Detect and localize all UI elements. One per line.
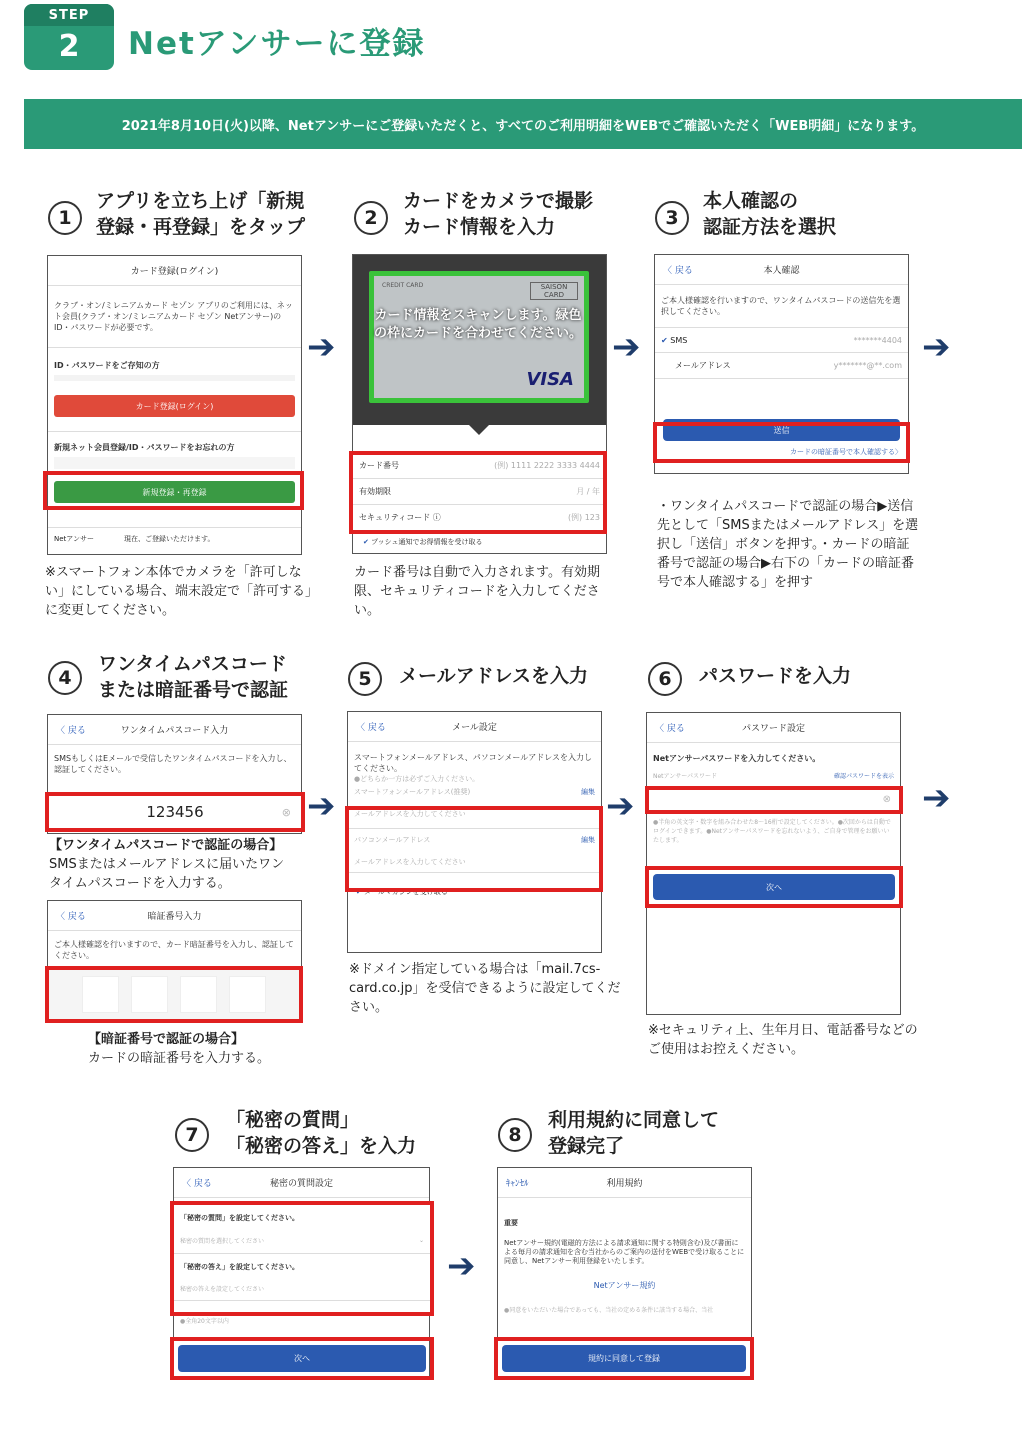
back-button[interactable]: 〈 戻る [182, 1179, 212, 1189]
pc-mail-input[interactable]: メールアドレスを入力してください [348, 851, 601, 873]
arrow-icon: ➔ [307, 786, 336, 826]
step7-title-line1: 「秘密の質問」 [226, 1109, 360, 1131]
scan-overlay-text: カード情報をスキャンします。緑色の枠にカードを合わせてください。 [373, 308, 582, 341]
step2-number: 2 [354, 201, 388, 235]
highlight-box [170, 1337, 434, 1380]
arrow-icon: ➔ [922, 327, 951, 367]
push-checkbox[interactable]: ✔ プッシュ通知でお得情報を受け取る [363, 538, 483, 546]
screen-intro: クラブ・オン/ミレニアムカード セゾン アプリのご利用には、ネット会員(クラブ・オン/ミレニアムカード セゾン Netアンサー)のID・パスワードが必要です。 [54, 301, 293, 332]
screen-header [48, 715, 301, 745]
password-label: Netアンサーパスワード [653, 772, 717, 780]
next-button[interactable]: 次へ [653, 874, 895, 900]
screen-intro: SMSもしくはEメールで受信したワンタイムパスコードを入力し、認証してください。 [54, 754, 292, 774]
field-value: 月 / 年 [576, 487, 600, 496]
screen-header: カード登録(ログイン) [48, 256, 301, 286]
terms-link[interactable]: Netアンサー規約 [593, 1281, 656, 1290]
arrow-icon: ➔ [606, 786, 635, 826]
magazine-label: メールマガジンを受け取る [364, 888, 448, 896]
highlight-box [43, 471, 304, 510]
step-label: STEP [24, 4, 114, 26]
back-button[interactable]: 〈 戻る [663, 266, 693, 276]
screen-note: ●全角20文字以内 [180, 1318, 229, 1325]
pin-input[interactable] [45, 966, 303, 1023]
highlight-box [645, 866, 903, 908]
step4-caption-a-head: 【ワンタイムパスコードで認証の場合】 [49, 838, 283, 853]
field-value: (例) 123 [567, 513, 600, 522]
question-placeholder: 秘密の質問を選択してください [180, 1238, 265, 1245]
field-label: 有効期限 [359, 487, 391, 496]
info-banner: 2021年8月10日(火)以降、Netアンサーにご登録いただくと、すべてのご利用明細をWEBでご確認いただく「WEB明細」になります。 [24, 99, 1022, 149]
clear-icon[interactable]: ⊗ [281, 805, 291, 819]
back-button[interactable]: 〈 戻る [655, 724, 685, 734]
page-title: Netアンサーに登録 [128, 26, 426, 62]
step4-caption-a: SMSまたはメールアドレスに届いたワンタイムパスコードを入力する。 [49, 857, 285, 891]
clear-icon[interactable]: ⊗ [882, 794, 891, 805]
back-button[interactable]: 〈 戻る [356, 723, 386, 733]
step8-title-line1: 利用規約に同意して [548, 1109, 720, 1131]
step4-title-line2: または暗証番号で認証 [98, 679, 289, 701]
back-button[interactable]: 〈 戻る [56, 912, 86, 922]
answer-input[interactable]: 秘密の答えを設定してください [174, 1277, 430, 1301]
header-title: 利用規約 [606, 1179, 643, 1189]
step6-caption: ※セキュリティ上、生年月日、電話番号などのご使用はお控えください。 [648, 1023, 918, 1057]
arrow-icon: ➔ [922, 778, 951, 818]
pc-label: パソコンメールアドレス [354, 836, 431, 844]
field-label: カード番号 [359, 461, 399, 470]
edit-link[interactable]: 編集 [581, 788, 595, 796]
mail-value: y*******@**.com [833, 361, 902, 370]
step2-title-line1: カードをカメラで撮影 [403, 190, 594, 212]
important-label: 重要 [504, 1219, 518, 1227]
sp-label: スマートフォンメールアドレス(推奨) [354, 788, 471, 796]
step3-title-line1: 本人確認の [703, 190, 799, 212]
step3-title-line2: 認証方法を選択 [703, 216, 837, 238]
question-select[interactable] [174, 1228, 430, 1254]
step4-title-line1: ワンタイムパスコード [98, 653, 287, 675]
screen-intro: スマートフォンメールアドレス、パソコンメールアドレスを入力してください。 [354, 753, 592, 773]
screen-intro: Netアンサーパスワードを入力してください。 [653, 754, 821, 763]
header-title: ワンタイムパスコード入力 [120, 726, 229, 736]
visa-logo: VISA [526, 369, 574, 390]
field-label: セキュリティコード ⓘ [359, 513, 441, 522]
step6-title: パスワードを入力 [699, 665, 852, 687]
step1-number: 1 [48, 201, 82, 235]
agree-button[interactable]: 規約に同意して登録 [502, 1345, 746, 1372]
new-heading: 新規ネット会員登録/ID・パスワードをお忘れの方 [54, 443, 235, 452]
password-input[interactable] [645, 786, 903, 814]
credit-card-text: CREDIT CARD [382, 282, 424, 289]
header-title: 本人確認 [763, 266, 800, 276]
header-title: メール設定 [452, 723, 497, 733]
step6-number: 6 [648, 662, 682, 696]
step-badge [24, 4, 114, 70]
step2-caption: カード番号は自動で入力されます。有効期限、セキュリティコードを入力してください。 [354, 565, 600, 618]
step4-caption-b: カードの暗証番号を入力する。 [88, 1051, 271, 1066]
new-register-button[interactable]: 新規登録・再登録 [54, 481, 295, 503]
step5-title: メールアドレスを入力 [399, 665, 589, 687]
step5-caption: ※ドメイン指定している場合は「mail.7cs-card.co.jp」を受信できるように設定してください。 [349, 962, 621, 1015]
mail-label: メールアドレス [675, 361, 731, 370]
send-button[interactable]: 送信 [663, 419, 900, 441]
step3-caption: ・ワンタイムパスコードで認証の場合▶送信先として「SMSまたはメールアドレス」を選択し「送信」ボタンを押す。・カードの暗証番号で認証の場合▶右下の「カードの暗証番号で本人確認する」を押す [657, 499, 919, 590]
screen-intro: ご本人様確認を行いますので、ワンタイムパスコードの送信先を選択してください。 [661, 296, 901, 316]
sp-mail-input[interactable]: メールアドレスを入力してください [348, 799, 601, 829]
step8-title [548, 1107, 719, 1159]
passcode-value: 123456 [146, 803, 204, 821]
screen-header [174, 1168, 429, 1198]
card-brand: SAISON CARD [530, 282, 578, 300]
cancel-button[interactable]: ｷｬﾝｾﾙ [506, 1179, 529, 1189]
step1-title-line1: アプリを立ち上げ「新規 [96, 190, 305, 212]
password-notes: ●半角の英文字・数字を組み合わせた8〜16桁で設定してください。●次回からは自動でログインできます。●Netアンサーパスワードを忘れないよう、ご自身で管理をお願いいたします。 [653, 819, 891, 844]
highlight-box [345, 806, 603, 892]
field-value: (例) 1111 2222 3333 4444 [494, 461, 600, 470]
back-button[interactable]: 〈 戻る [56, 726, 86, 736]
step2-title-line2: カード情報を入力 [403, 216, 556, 238]
step4-caption-b-head: 【暗証番号で認証の場合】 [88, 1032, 245, 1047]
header-title: 秘密の質問設定 [269, 1179, 333, 1189]
arrow-icon: ➔ [612, 327, 641, 367]
step7-title-line2: 「秘密の答え」を入力 [226, 1135, 417, 1157]
magazine-checkbox[interactable]: ✔ メールマガジンを受け取る [356, 888, 448, 896]
sms-option[interactable]: ✔ SMS *******4404 [655, 327, 908, 353]
step5-number: 5 [348, 662, 382, 696]
answer-label: 「秘密の答え」を設定してください。 [180, 1263, 299, 1271]
screen-header [647, 713, 900, 743]
arrow-icon: ➔ [447, 1246, 476, 1286]
sms-value: *******4404 [853, 335, 902, 345]
step2-title [403, 188, 593, 240]
edit-link[interactable]: 編集 [581, 836, 595, 844]
id-heading: ID・パスワードをご存知の方 [54, 361, 160, 370]
highlight-box [494, 1337, 754, 1380]
mail-option[interactable] [655, 353, 908, 379]
step1-caption: ※スマートフォン本体でカメラを「許可しない」にしている場合、端末設定で「許可する」に変更してください。 [45, 565, 312, 618]
step8-number: 8 [498, 1118, 532, 1152]
step1-screen [47, 255, 302, 555]
highlight-box [653, 422, 910, 463]
step4-number: 4 [48, 661, 82, 695]
highlight-box [349, 451, 607, 534]
screen-header [498, 1168, 751, 1198]
pin-auth-link[interactable]: カードの暗証番号で本人確認する〉 [790, 448, 902, 456]
step-number: 2 [58, 29, 80, 64]
step8-title-line2: 登録完了 [548, 1135, 625, 1157]
step3-title [703, 188, 836, 240]
terms-footnote: ●同意をいただいた場合であっても、当社の定める条件に該当する場合、当社 [504, 1307, 714, 1314]
step1-title [96, 188, 305, 240]
header-title: 暗証番号入力 [147, 912, 202, 922]
push-label: プッシュ通知でお得情報を受け取る [371, 538, 483, 546]
step6-screen [646, 712, 901, 1015]
show-password-link[interactable]: 確認パスワードを表示 [833, 772, 894, 780]
question-label: 「秘密の質問」を設定してください。 [180, 1214, 299, 1222]
step4-title [98, 651, 288, 703]
screen-header [348, 712, 601, 742]
step3-number: 3 [655, 201, 689, 235]
step1-title-line2: 登録・再登録」をタップ [96, 216, 306, 238]
passcode-input[interactable] [45, 792, 305, 832]
step7-title [226, 1107, 416, 1159]
sms-label: SMS [670, 335, 688, 345]
secret-form [170, 1201, 434, 1316]
screen-intro: ご本人様確認を行いますので、カード暗証番号を入力し、認証してください。 [54, 940, 294, 960]
footer-label: Netアンサー [54, 535, 95, 543]
screen-header [655, 255, 908, 285]
footer-value: 現在、ご登録いただけます。 [124, 535, 215, 543]
screen-header [48, 901, 301, 931]
arrow-icon: ➔ [307, 327, 336, 367]
login-button[interactable]: カード登録(ログイン) [54, 395, 295, 417]
next-button[interactable]: 次へ [178, 1345, 426, 1372]
screen-note: ●どちらか一方は必ずご入力ください。 [354, 775, 480, 783]
header-title: パスワード設定 [741, 724, 805, 734]
step7-number: 7 [175, 1118, 209, 1152]
chevron-down-icon: ⌄ [418, 1237, 424, 1244]
terms-body: Netアンサー規約(電磁的方法による請求通知に関する特則含む)及び書面による毎月の請求通知を含む当社からのご案内の送付をWEBで受け取ることに同意し、Netアンサー利用登録をいたします。 [504, 1239, 745, 1265]
camera-view [353, 255, 606, 425]
